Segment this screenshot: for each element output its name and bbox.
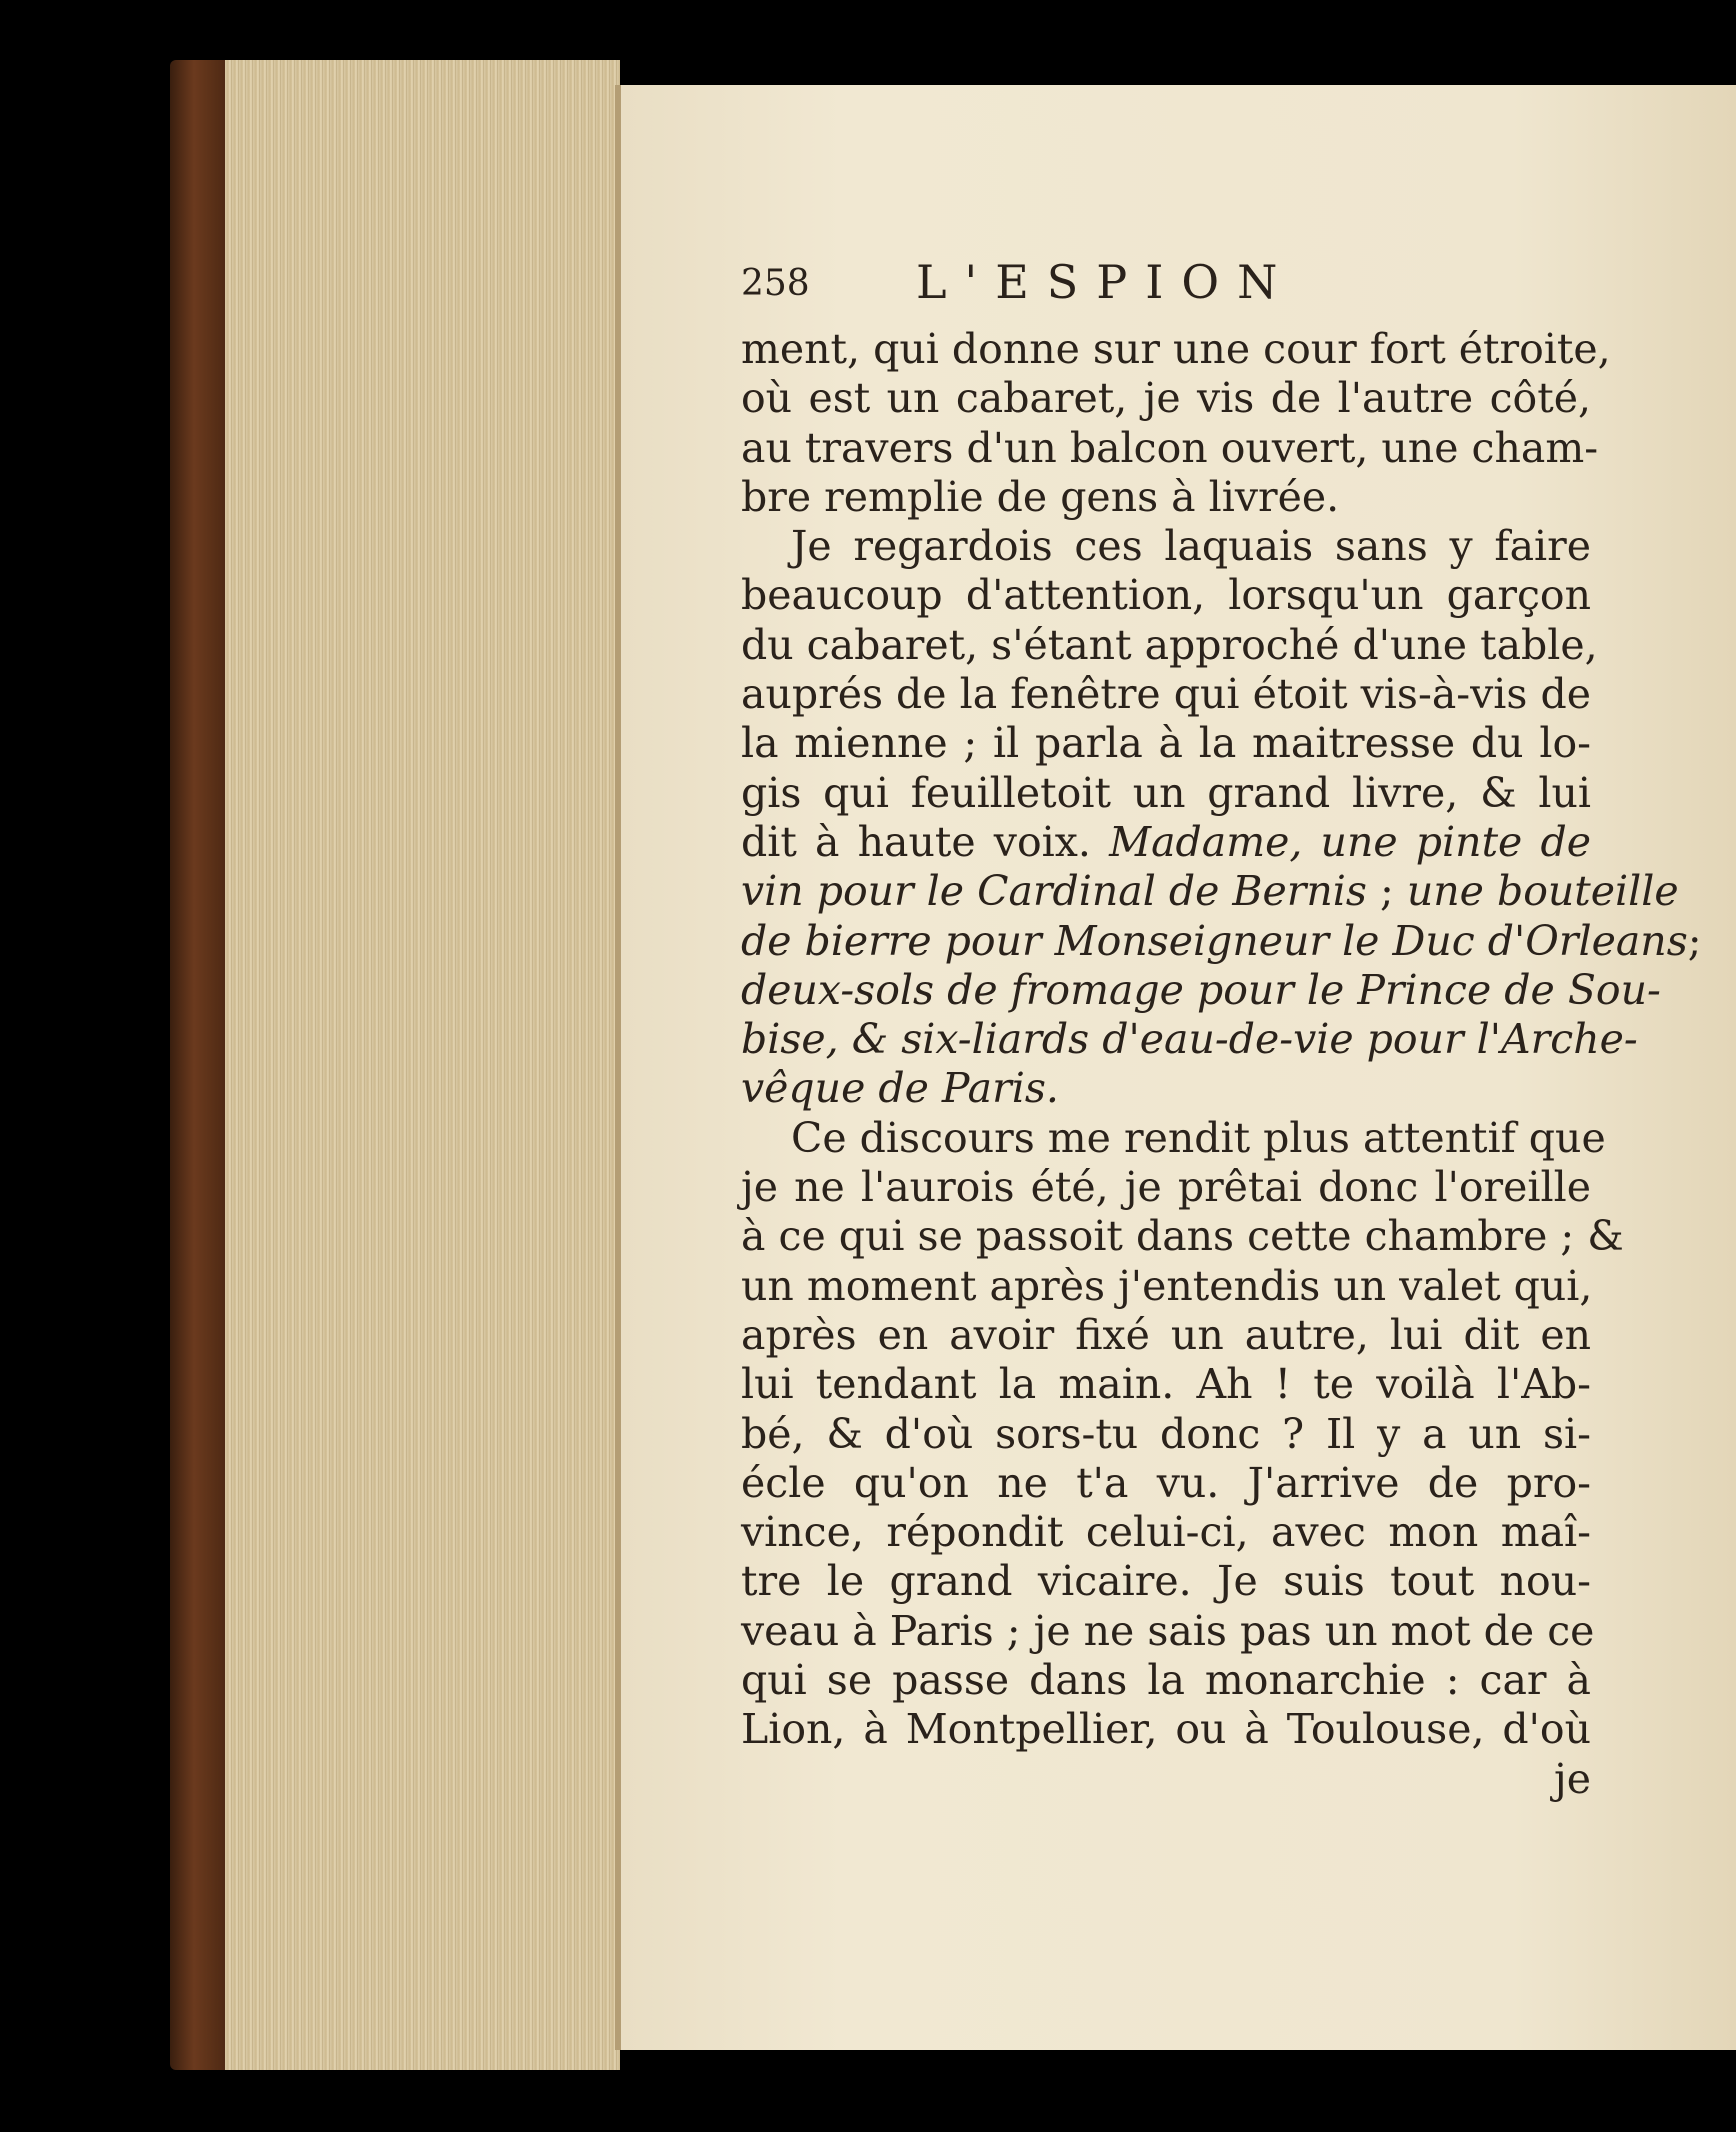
text-segment: écle qu'on ne t'a vu. J'arrive de pro- (741, 1458, 1591, 1507)
text-line (741, 1113, 1606, 1163)
text-line (741, 1212, 1624, 1261)
text-line (741, 867, 1679, 916)
text-line (741, 473, 1591, 522)
text-segment: bé, & d'où sors-tu donc ? Il y a un si- (741, 1409, 1591, 1458)
text-line (741, 1656, 1591, 1705)
text-segment: je ne l'aurois été, je prêtai donc l'oreille (741, 1163, 1591, 1212)
running-title: L'ESPION (916, 255, 1296, 309)
text-line (741, 670, 1591, 719)
text-segment: après en avoir fixé un autre, lui dit en (741, 1310, 1591, 1359)
text-segment: où est un cabaret, je vis de l'autre côté, (741, 374, 1591, 423)
page-number: 258 (741, 263, 810, 304)
text-segment: au travers d'un balcon ouvert, une cham- (741, 423, 1599, 472)
text-segment: Ce discours me rendit plus attentif que (791, 1113, 1606, 1162)
text-segment: beaucoup d'attention, lorsqu'un garçon (741, 571, 1591, 620)
text-segment: du cabaret, s'étant approché d'une table, (741, 620, 1598, 669)
page-text (741, 325, 1702, 1804)
text-segment: de bierre pour Monseigneur le Duc d'Orleans (741, 916, 1688, 965)
text-line (741, 620, 1598, 670)
text-line (741, 1015, 1638, 1064)
text-line (741, 1459, 1591, 1508)
text-line (741, 965, 1661, 1015)
text-line (741, 719, 1591, 768)
text-segment: un moment après j'entendis un valet qui, (741, 1261, 1593, 1310)
text-line (741, 916, 1702, 966)
text-line (741, 325, 1611, 374)
text-line (741, 1705, 1591, 1754)
text-segment: vêque de Paris. (741, 1064, 1059, 1113)
text-segment: vin pour le Cardinal de Bernis (741, 867, 1367, 916)
text-line (741, 522, 1591, 571)
book-page (615, 85, 1736, 2050)
text-line (741, 1606, 1595, 1656)
text-segment: Lion, à Montpellier, ou à Toulouse, d'où (741, 1705, 1591, 1754)
text-segment: une bouteille (1406, 867, 1679, 916)
text-segment: deux-sols de fromage pour le Prince de Sou- (741, 965, 1661, 1014)
text-segment: dit à haute voix. (741, 817, 1110, 866)
text-segment: Je regardois ces laquais sans y faire (791, 522, 1591, 571)
text-segment: auprés de la fenêtre qui étoit vis-à-vis de (741, 670, 1591, 719)
text-segment: je (1554, 1754, 1591, 1803)
text-line (741, 1360, 1591, 1409)
running-header (741, 255, 1641, 315)
text-segment: ; (1366, 867, 1407, 916)
text-line (741, 374, 1591, 423)
text-line (741, 1508, 1591, 1557)
text-line (741, 571, 1591, 620)
text-segment: ment, qui donne sur une cour fort étroite, (741, 325, 1611, 373)
text-segment: ; (1687, 916, 1702, 965)
text-line (741, 1311, 1591, 1360)
text-line (741, 1755, 1591, 1804)
text-segment: à ce qui se passoit dans cette chambre ; & (741, 1212, 1624, 1261)
text-line (741, 1410, 1591, 1459)
open-book (170, 60, 1702, 2070)
page-edges (225, 60, 620, 2070)
text-segment: bise, & six-liards d'eau-de-vie pour l'Arche- (741, 1015, 1638, 1064)
text-segment: vince, répondit celui-ci, avec mon maî- (741, 1508, 1591, 1557)
text-segment: qui se passe dans la monarchie : car à (741, 1656, 1591, 1705)
book-spine (170, 60, 230, 2070)
text-line (741, 1064, 1591, 1113)
text-segment: veau à Paris ; je ne sais pas un mot de ce (741, 1606, 1595, 1655)
text-segment: gis qui feuilletoit un grand livre, & lui (741, 768, 1591, 817)
text-line (741, 1262, 1591, 1311)
text-segment: lui tendant la main. Ah ! te voilà l'Ab- (741, 1360, 1591, 1409)
text-line (741, 818, 1591, 867)
text-line (741, 1557, 1591, 1606)
text-segment: la mienne ; il parla à la maitresse du lo- (741, 719, 1591, 768)
text-line (741, 423, 1599, 473)
text-segment: tre le grand vicaire. Je suis tout nou- (741, 1557, 1591, 1606)
text-line (741, 1163, 1591, 1212)
text-line (741, 769, 1591, 818)
text-segment: Madame, une pinte de (1109, 817, 1591, 866)
text-segment: bre remplie de gens à livrée. (741, 472, 1340, 521)
